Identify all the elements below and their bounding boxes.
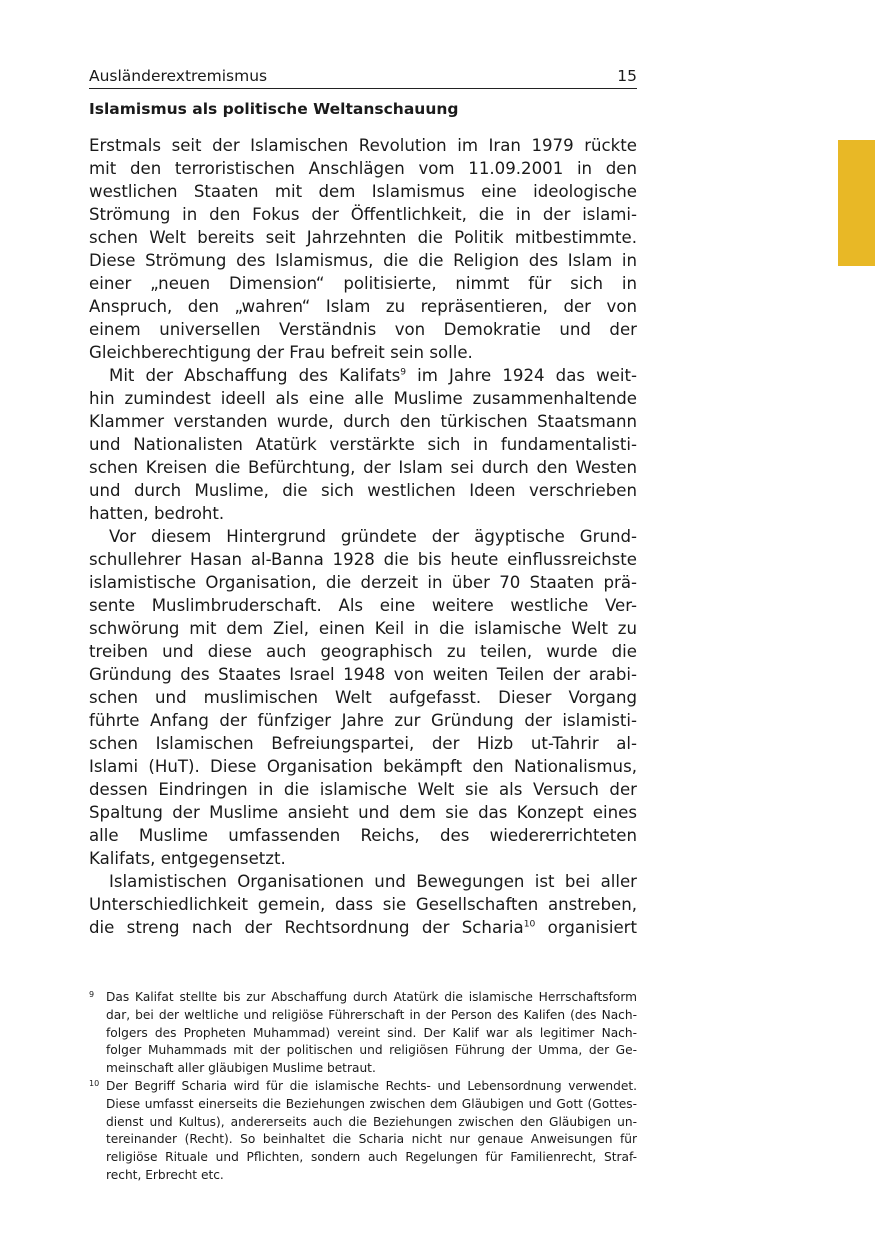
body-line: schen Kreisen die Befürchtung, der Islam sei durch den Westen bbox=[89, 458, 637, 477]
footnote-10 bbox=[89, 1078, 637, 1185]
footnote-number: 9 bbox=[89, 990, 95, 999]
body-line: führte Anfang der fünfziger Jahre zur Gründung der islamisti- bbox=[89, 711, 637, 730]
footnote-line: dienst und Kultus), andererseits auch die Beziehungen zwischen den Gläubigen un- bbox=[106, 1114, 637, 1129]
footnote-line: folgers des Propheten Muhammad) vereint sind. Der Kalif war als legitimer Nach- bbox=[106, 1025, 637, 1040]
footnote-line: Das Kalifat stellte bis zur Abschaffung durch Atatürk die islamische Herrschaftsform bbox=[106, 990, 637, 1004]
footnote-line: folger Muhammads mit der politischen und religiösen Führung der Umma, der Ge- bbox=[106, 1043, 637, 1058]
footnote-line: meinschaft aller gläubigen Muslime betraut. bbox=[106, 1061, 376, 1076]
body-line: und durch Muslime, die sich westlichen Ideen verschrieben bbox=[89, 481, 637, 500]
body-line: Spaltung der Muslime ansieht und dem sie das Konzept eines bbox=[89, 803, 637, 822]
body-line-text: die streng nach der Rechtsordnung der Scharia bbox=[89, 918, 524, 937]
running-title: Ausländerextremismus bbox=[89, 67, 268, 85]
body-line: und Nationalisten Atatürk verstärkte sich in fundamentalisti- bbox=[89, 435, 637, 454]
body-line: Diese Strömung des Islamismus, die die Religion des Islam in bbox=[89, 251, 637, 270]
body-line: treiben und diese auch geographisch zu teilen, wurde die bbox=[89, 642, 637, 661]
body-line: Islamistischen Organisationen und Bewegungen ist bei aller bbox=[109, 872, 637, 891]
body-line bbox=[89, 916, 637, 939]
footnotes bbox=[89, 989, 637, 1185]
body-line: alle Muslime umfassenden Reichs, des wiedererrichteten bbox=[89, 826, 637, 845]
footnote-line: recht, Erbrecht etc. bbox=[106, 1167, 224, 1182]
chapter-tab-marker bbox=[838, 140, 875, 266]
body-text bbox=[89, 134, 637, 939]
body-line: Anspruch, den „wahren“ Islam zu repräsentieren, der von bbox=[89, 297, 637, 316]
body-line: schen und muslimischen Welt aufgefasst. Dieser Vorgang bbox=[89, 688, 637, 707]
footnote-line: religiöse Rituale und Pflichten, sondern auch Regelungen für Familienrecht, Straf- bbox=[106, 1150, 637, 1165]
body-line: Vor diesem Hintergrund gründete der ägyptische Grund- bbox=[109, 527, 637, 546]
body-line: Erstmals seit der Islamischen Revolution im Iran 1979 rückte bbox=[89, 136, 637, 155]
body-line: Strömung in den Fokus der Öffentlichkeit, die in der islami- bbox=[89, 205, 637, 224]
body-line: Gründung des Staates Israel 1948 von weiten Teilen der arabi- bbox=[89, 665, 637, 684]
body-line bbox=[89, 364, 637, 387]
body-line: dessen Eindringen in die islamische Welt sie als Versuch der bbox=[89, 780, 637, 799]
body-line-text: organisiert bbox=[535, 918, 637, 937]
body-line: westlichen Staaten mit dem Islamismus eine ideologische bbox=[89, 182, 637, 201]
body-line: Klammer verstanden wurde, durch den türkischen Staatsmann bbox=[89, 412, 637, 431]
footnote-number: 10 bbox=[89, 1078, 100, 1088]
body-line: einem universellen Verständnis von Demokratie und der bbox=[89, 320, 637, 339]
body-line: Gleichberechtigung der Frau befreit sein solle. bbox=[89, 343, 473, 362]
body-line: schullehrer Hasan al-Banna 1928 die bis heute einflussreichste bbox=[89, 550, 637, 569]
body-line: schen Welt bereits seit Jahrzehnten die Politik mitbestimmte. bbox=[89, 228, 637, 247]
body-line: hatten, bedroht. bbox=[89, 504, 225, 523]
footnote-ref-9: 9 bbox=[400, 367, 407, 378]
footnote-9 bbox=[89, 989, 637, 1078]
footnote-line: Diese umfasst einerseits die Beziehungen zwischen dem Gläubigen und Gott (Gottes- bbox=[106, 1096, 637, 1111]
body-line: Kalifats, entgegensetzt. bbox=[89, 849, 286, 868]
body-line: hin zumindest ideell als eine alle Muslime zusammenhaltende bbox=[89, 389, 637, 408]
body-line: Unterschiedlichkeit gemein, dass sie Gesellschaften anstreben, bbox=[89, 895, 637, 914]
body-line: islamistische Organisation, die derzeit in über 70 Staaten prä- bbox=[89, 573, 637, 592]
body-line: Islami (HuT). Diese Organisation bekämpft den Nationalismus, bbox=[89, 757, 637, 776]
body-line: schen Islamischen Befreiungspartei, der Hizb ut-Tahrir al- bbox=[89, 734, 637, 753]
body-line: schwörung mit dem Ziel, einen Keil in die islamische Welt zu bbox=[89, 619, 637, 638]
body-line: sente Muslimbruderschaft. Als eine weitere westliche Ver- bbox=[89, 596, 637, 615]
footnote-ref-10: 10 bbox=[523, 919, 536, 930]
section-title: Islamismus als politische Weltanschauung bbox=[89, 100, 459, 118]
footnote-line: dar, bei der weltliche und religiöse Führerschaft in der Person des Kalifen (des Nach- bbox=[106, 1007, 637, 1022]
running-header bbox=[89, 66, 637, 89]
body-line: einer „neuen Dimension“ politisierte, nimmt für sich in bbox=[89, 274, 637, 293]
body-line-text: Mit der Abschaffung des Kalifats bbox=[109, 366, 401, 385]
page-number: 15 bbox=[617, 67, 637, 85]
body-line-text: im Jahre 1924 das weit- bbox=[406, 366, 637, 385]
footnote-line: Der Begriff Scharia wird für die islamische Rechts- und Lebensordnung verwendet. bbox=[106, 1078, 637, 1093]
footnote-line: tereinander (Recht). So beinhaltet die Scharia nicht nur genaue Anweisungen für bbox=[106, 1132, 637, 1147]
body-line: mit den terroristischen Anschlägen vom 11.09.2001 in den bbox=[89, 159, 637, 178]
